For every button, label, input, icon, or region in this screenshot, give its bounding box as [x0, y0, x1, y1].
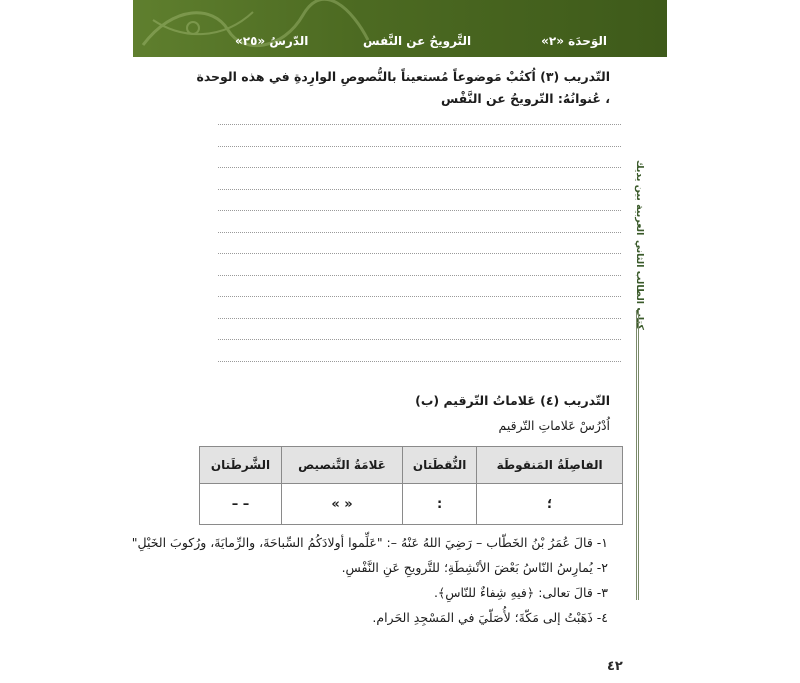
list-item: ٣- قالَ تعالى: ﴿فيهِ شِفاءٌ للنّاسِ﴾. — [433, 585, 608, 600]
side-divider — [636, 310, 639, 600]
table-header-cell: الفاصِلَةُ المَنقوطَة — [477, 447, 623, 484]
unit-label: الوَحدَة «٢» — [541, 34, 607, 48]
writing-line — [218, 146, 621, 147]
table-header-row — [200, 447, 623, 484]
punctuation-table — [199, 446, 623, 525]
exercise-4-title: التّدريب (٤) عَلاماتُ التّرقيم (ب) — [415, 393, 610, 408]
writing-line — [218, 318, 621, 319]
writing-line — [218, 210, 621, 211]
table-cell: ؛ — [477, 484, 623, 525]
list-item: ٢- يُمارِسُ النّاسُ بَعْضَ الأنْشِطَةِ؛ للتَّرويحِ عَنِ النَّفْسِ. — [341, 560, 608, 575]
writing-line — [218, 275, 621, 276]
book-part: كتاب الطالب الثاني — [634, 240, 645, 330]
exercise-4-instruction: اُدْرُسْ عَلاماتِ التّرقيم — [498, 418, 610, 433]
table-cell: : — [402, 484, 476, 525]
table-row — [200, 484, 623, 525]
writing-line — [218, 361, 621, 362]
writing-line — [218, 167, 621, 168]
table-header-cell: النُّقطَتان — [402, 447, 476, 484]
page-header — [133, 0, 667, 57]
writing-line — [218, 339, 621, 340]
writing-line — [218, 189, 621, 190]
table-cell: « » — [282, 484, 403, 525]
examples-list — [131, 530, 608, 630]
list-item: ١- قالَ عُمَرُ بْنُ الخَطّاب – رَضِيَ اللهُ عَنْهُ –: "عَلِّموا أولادَكُمُ السِّباحَةَ، والرِّمايَةَ، ورُكوبَ الخَيْلِ" — [131, 535, 608, 550]
writing-line — [218, 296, 621, 297]
writing-line — [218, 232, 621, 233]
book-title: العربية بين يديك — [634, 160, 645, 236]
writing-line — [218, 124, 621, 125]
list-item: ٤- ذَهَبْتُ إلى مَكّةَ؛ لأُصَلّيَ في المَسْجِدِ الحَرام. — [372, 610, 608, 625]
page-number: ٤٢ — [607, 659, 623, 674]
exercise-3-prompt: التّدريب (٣) اُكتُبْ مَوضوعاً مُستعيناً بالنُّصوصِ الوارِدةِ في هذه الوحدة ، عُنوانُهُ: التّرويحُ عن النَّفْس — [196, 69, 610, 106]
writing-line — [218, 253, 621, 254]
calligraphy-ornament — [133, 0, 373, 57]
lesson-topic: التَّرويحُ عن النَّفس — [363, 34, 472, 48]
table-header-cell: عَلامَةُ التَّنصيص — [282, 447, 403, 484]
table-cell: – – — [200, 484, 282, 525]
lesson-label: الدّرسُ «٢٥» — [235, 34, 309, 48]
table-header-cell: الشَّرطَتان — [200, 447, 282, 484]
